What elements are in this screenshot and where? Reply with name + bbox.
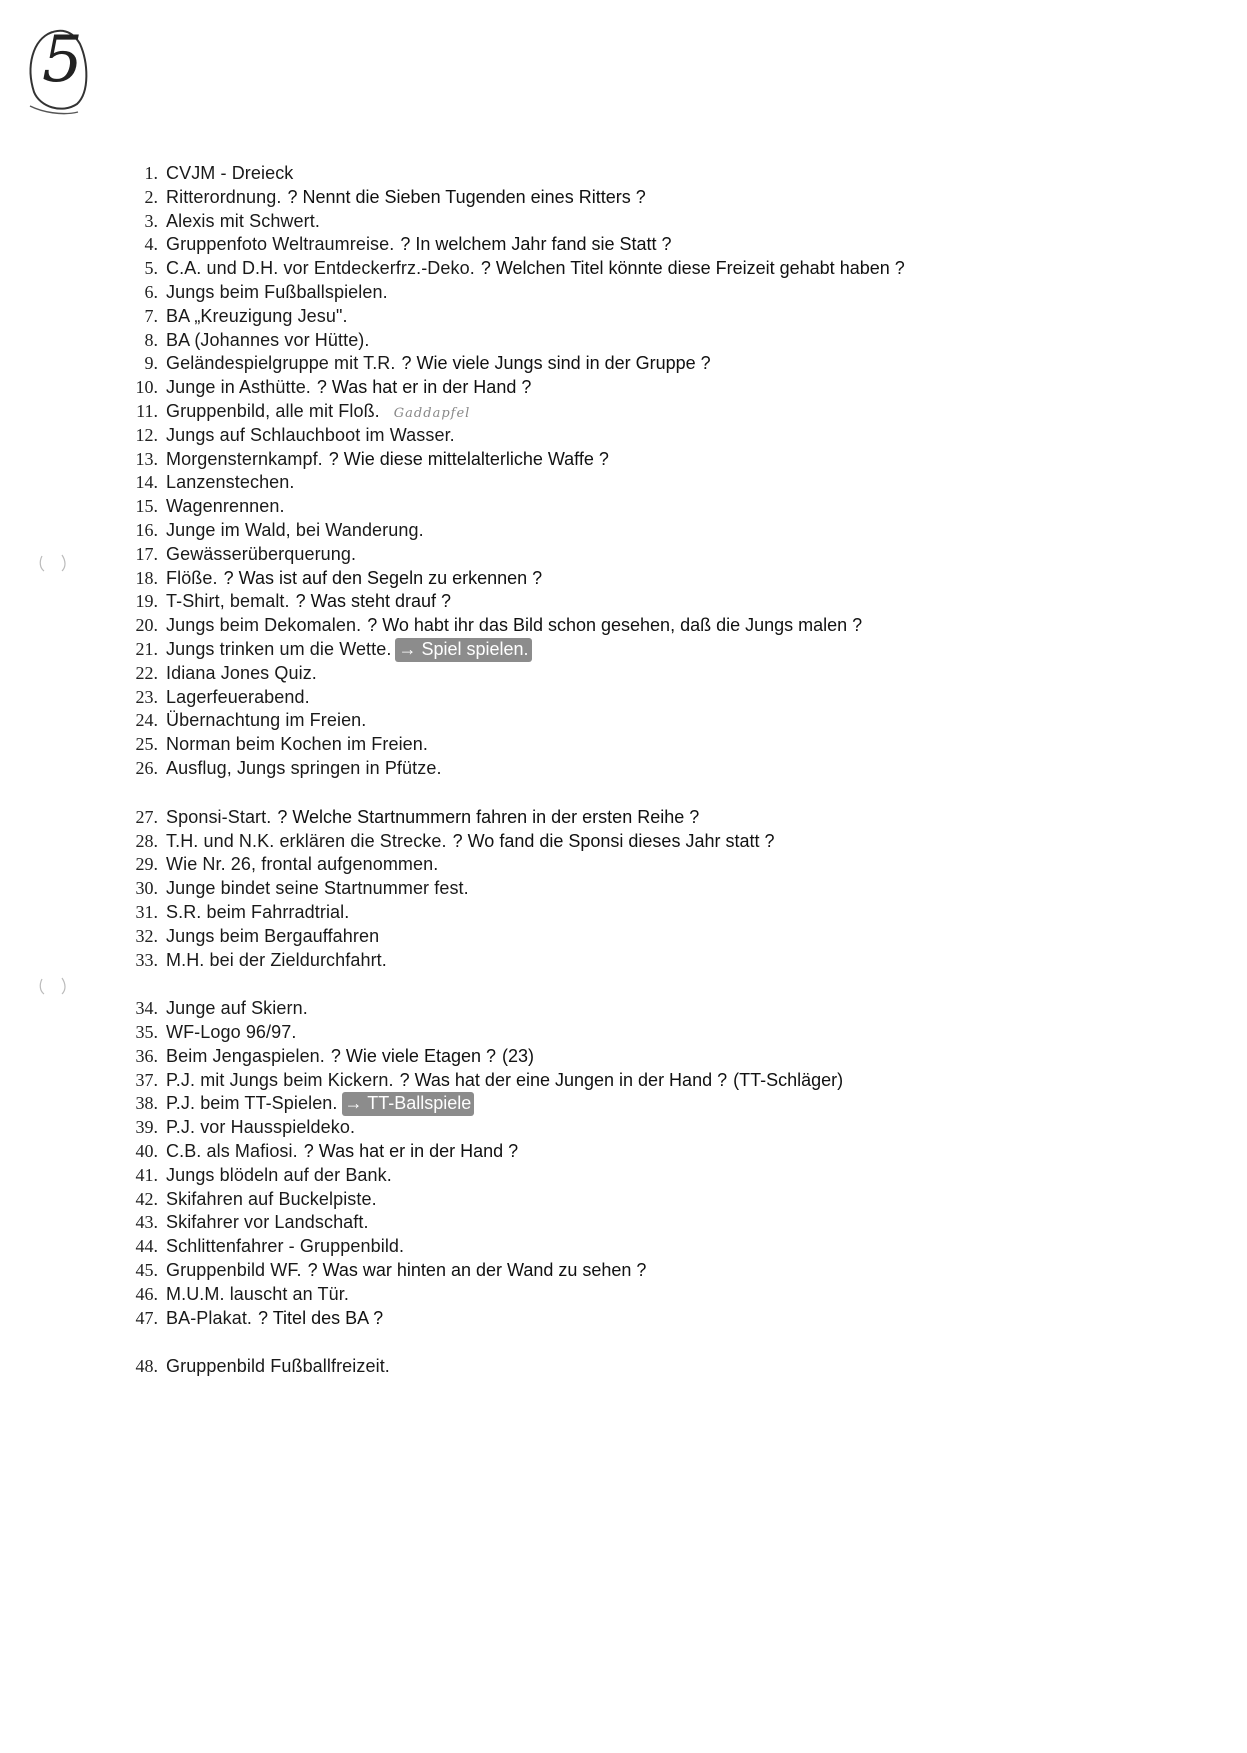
item-caption: Norman beim Kochen im Freien. [166,734,429,755]
list-item [100,806,1180,830]
item-question: ? Was hat der eine Jungen in der Hand ? [399,1069,728,1090]
item-number: 14. [135,472,158,493]
list-item [100,495,1180,519]
list-item [100,949,1180,973]
item-number: 41. [135,1164,158,1185]
list-item [100,997,1180,1021]
item-highlighted-hint: → Spiel spielen. [395,638,531,662]
list-item [100,1259,1180,1283]
item-number: 16. [135,519,158,540]
item-caption: Sponsi-Start. [166,806,272,827]
item-answer-note: (23) [502,1045,535,1066]
item-caption: Flöße. [166,567,218,588]
item-caption: Schlittenfahrer - Gruppenbild. [166,1236,405,1257]
item-question: ? Wie diese mittelalterliche Waffe ? [328,448,609,469]
item-number: 27. [135,806,158,827]
list-item [100,1211,1180,1235]
item-question: ? Wie viele Jungs sind in der Gruppe ? [401,353,711,374]
item-number: 21. [135,638,158,659]
item-number: 37. [135,1069,158,1090]
item-caption: Ausflug, Jungs springen in Pfütze. [166,757,442,778]
list-item [100,1069,1180,1093]
handwritten-page-number [22,22,92,117]
list-item [100,830,1180,854]
item-caption: P.J. beim TT-Spielen. [166,1093,338,1114]
item-number: 39. [135,1117,158,1138]
list-item [100,257,1180,281]
list-item [100,709,1180,733]
item-caption: Übernachtung im Freien. [166,710,367,731]
list-item [100,233,1180,257]
item-number: 17. [135,543,158,564]
item-number: 34. [135,998,158,1019]
list-item [100,733,1180,757]
list-item [100,1307,1180,1331]
item-caption: Jungs auf Schlauchboot im Wasser. [166,424,455,445]
list-item [100,1045,1180,1069]
item-handwritten-note: Gaddapfel [393,405,471,421]
item-caption: Junge bindet seine Startnummer fest. [166,878,469,899]
page-number-text: 5 [42,23,83,97]
item-caption: Junge in Asthütte. [166,377,311,398]
item-number: 33. [135,949,158,970]
list-item [100,853,1180,877]
item-caption: Jungs blödeln auf der Bank. [166,1164,392,1185]
item-number: 4. [144,234,158,255]
list-item [100,186,1180,210]
item-number: 38. [135,1093,158,1114]
item-question: ? Welchen Titel könnte diese Freizeit gehabt haben ? [480,258,905,279]
item-number: 36. [135,1045,158,1066]
item-question: ? Titel des BA ? [258,1307,384,1328]
item-highlighted-hint: → TT-Ballspiele [342,1092,475,1116]
item-question: ? Was steht drauf ? [295,591,452,612]
list-item [100,519,1180,543]
punch-hole-mark-icon [38,552,68,574]
list-item [100,329,1180,353]
item-number: 28. [135,830,158,851]
item-question: ? Was war hinten an der Wand zu sehen ? [307,1260,647,1281]
item-caption: T-Shirt, bemalt. [166,591,290,612]
item-question: ? Was ist auf den Segeln zu erkennen ? [223,567,543,588]
list-item [100,901,1180,925]
list-item [100,1355,1180,1379]
list-item [100,567,1180,591]
list-item [100,305,1180,329]
item-caption: Gruppenfoto Weltraumreise. [166,234,395,255]
list-group [100,162,1180,781]
item-number: 7. [144,305,158,326]
list-item [100,1021,1180,1045]
item-number: 44. [135,1236,158,1257]
list-item [100,543,1180,567]
photo-caption-list [100,162,1180,1379]
item-number: 12. [135,424,158,445]
item-caption: Wie Nr. 26, frontal aufgenommen. [166,854,439,875]
item-number: 45. [135,1260,158,1281]
item-number: 3. [144,210,158,231]
item-caption: Jungs beim Bergauffahren [166,925,380,946]
item-caption: S.R. beim Fahrradtrial. [166,901,350,922]
item-caption: Gruppenbild Fußballfreizeit. [166,1356,390,1377]
item-caption: Jungs beim Dekomalen. [166,615,362,636]
item-caption: Junge im Wald, bei Wanderung. [166,519,424,540]
item-number: 23. [135,686,158,707]
item-caption: BA „Kreuzigung Jesu". [166,305,348,326]
item-number: 19. [135,591,158,612]
item-caption: Idiana Jones Quiz. [166,662,317,683]
item-number: 25. [135,734,158,755]
item-caption: C.B. als Mafiosi. [166,1141,298,1162]
punch-hole-mark-icon [38,975,68,997]
item-number: 18. [135,567,158,588]
item-number: 42. [135,1188,158,1209]
item-number: 31. [135,901,158,922]
item-question: ? Was hat er in der Hand ? [316,377,532,398]
item-caption: Lanzenstechen. [166,472,295,493]
item-caption: Jungs beim Fußballspielen. [166,281,388,302]
item-number: 29. [135,854,158,875]
item-caption: Jungs trinken um die Wette. [166,638,392,659]
item-number: 1. [144,163,158,183]
item-number: 48. [135,1356,158,1377]
item-answer-note: (TT-Schläger) [733,1069,844,1090]
item-number: 24. [135,710,158,731]
item-caption: Geländespielgruppe mit T.R. [166,353,396,374]
item-caption: P.J. mit Jungs beim Kickern. [166,1069,394,1090]
list-item [100,281,1180,305]
list-item [100,376,1180,400]
item-question: ? Wo fand die Sponsi dieses Jahr statt ? [452,830,775,851]
list-item [100,590,1180,614]
item-question: ? Wo habt ihr das Bild schon gesehen, daß die Jungs malen ? [367,615,863,636]
item-number: 2. [144,186,158,207]
item-caption: Beim Jengaspielen. [166,1045,325,1066]
item-question: ? Welche Startnummern fahren in der ersten Reihe ? [277,806,700,827]
list-group [100,806,1180,973]
list-item [100,1164,1180,1188]
item-number: 40. [135,1141,158,1162]
item-question: ? Nennt die Sieben Tugenden eines Ritters ? [287,186,646,207]
item-number: 35. [135,1022,158,1043]
list-item [100,1235,1180,1259]
item-number: 15. [135,496,158,517]
item-caption: Gewässerüberquerung. [166,543,357,564]
list-item [100,162,1180,186]
list-group [100,1355,1180,1379]
item-caption: BA-Plakat. [166,1307,253,1328]
item-question: ? Was hat er in der Hand ? [303,1141,519,1162]
item-caption: Alexis mit Schwert. [166,210,320,231]
item-caption: Junge auf Skiern. [166,998,308,1019]
list-item [100,448,1180,472]
item-number: 6. [144,281,158,302]
item-caption: M.H. bei der Zieldurchfahrt. [166,949,387,970]
item-question: ? Wie viele Etagen ? [330,1045,496,1066]
list-item [100,877,1180,901]
item-caption: M.U.M. lauscht an Tür. [166,1283,349,1304]
list-item [100,757,1180,781]
list-item [100,1283,1180,1307]
item-number: 30. [135,878,158,899]
item-caption: Ritterordnung. [166,186,282,207]
list-item [100,1140,1180,1164]
list-item [100,638,1180,662]
item-caption: T.H. und N.K. erklären die Strecke. [166,830,447,851]
item-number: 9. [144,353,158,374]
item-caption: C.A. und D.H. vor Entdeckerfrz.-Deko. [166,258,475,279]
item-number: 47. [135,1307,158,1328]
item-caption: Skifahren auf Buckelpiste. [166,1188,377,1209]
item-caption: Gruppenbild, alle mit Floß. [166,400,380,421]
item-caption: Morgensternkampf. [166,448,323,469]
item-number: 26. [135,757,158,778]
item-number: 10. [135,377,158,398]
item-caption: Wagenrennen. [166,496,285,517]
item-question: ? In welchem Jahr fand sie Statt ? [400,234,672,255]
list-item [100,400,1180,424]
item-caption: WF-Logo 96/97. [166,1022,297,1043]
item-caption: Lagerfeuerabend. [166,686,310,707]
item-number: 43. [135,1212,158,1233]
list-group [100,997,1180,1330]
item-caption: CVJM - Dreieck [166,163,294,183]
item-number: 8. [144,329,158,350]
list-item [100,614,1180,638]
list-item [100,210,1180,234]
list-item [100,1092,1180,1116]
list-item [100,424,1180,448]
item-number: 22. [135,662,158,683]
item-number: 11. [136,400,158,421]
item-number: 13. [135,448,158,469]
item-caption: Skifahrer vor Landschaft. [166,1212,369,1233]
item-number: 32. [135,925,158,946]
list-item [100,1188,1180,1212]
item-number: 46. [135,1283,158,1304]
list-item [100,471,1180,495]
item-number: 20. [135,615,158,636]
list-item [100,925,1180,949]
item-number: 5. [144,258,158,279]
item-caption: P.J. vor Hausspieldeko. [166,1117,356,1138]
item-caption: Gruppenbild WF. [166,1260,302,1281]
item-caption: BA (Johannes vor Hütte). [166,329,370,350]
list-item [100,686,1180,710]
list-item [100,662,1180,686]
list-item [100,1116,1180,1140]
list-item [100,352,1180,376]
